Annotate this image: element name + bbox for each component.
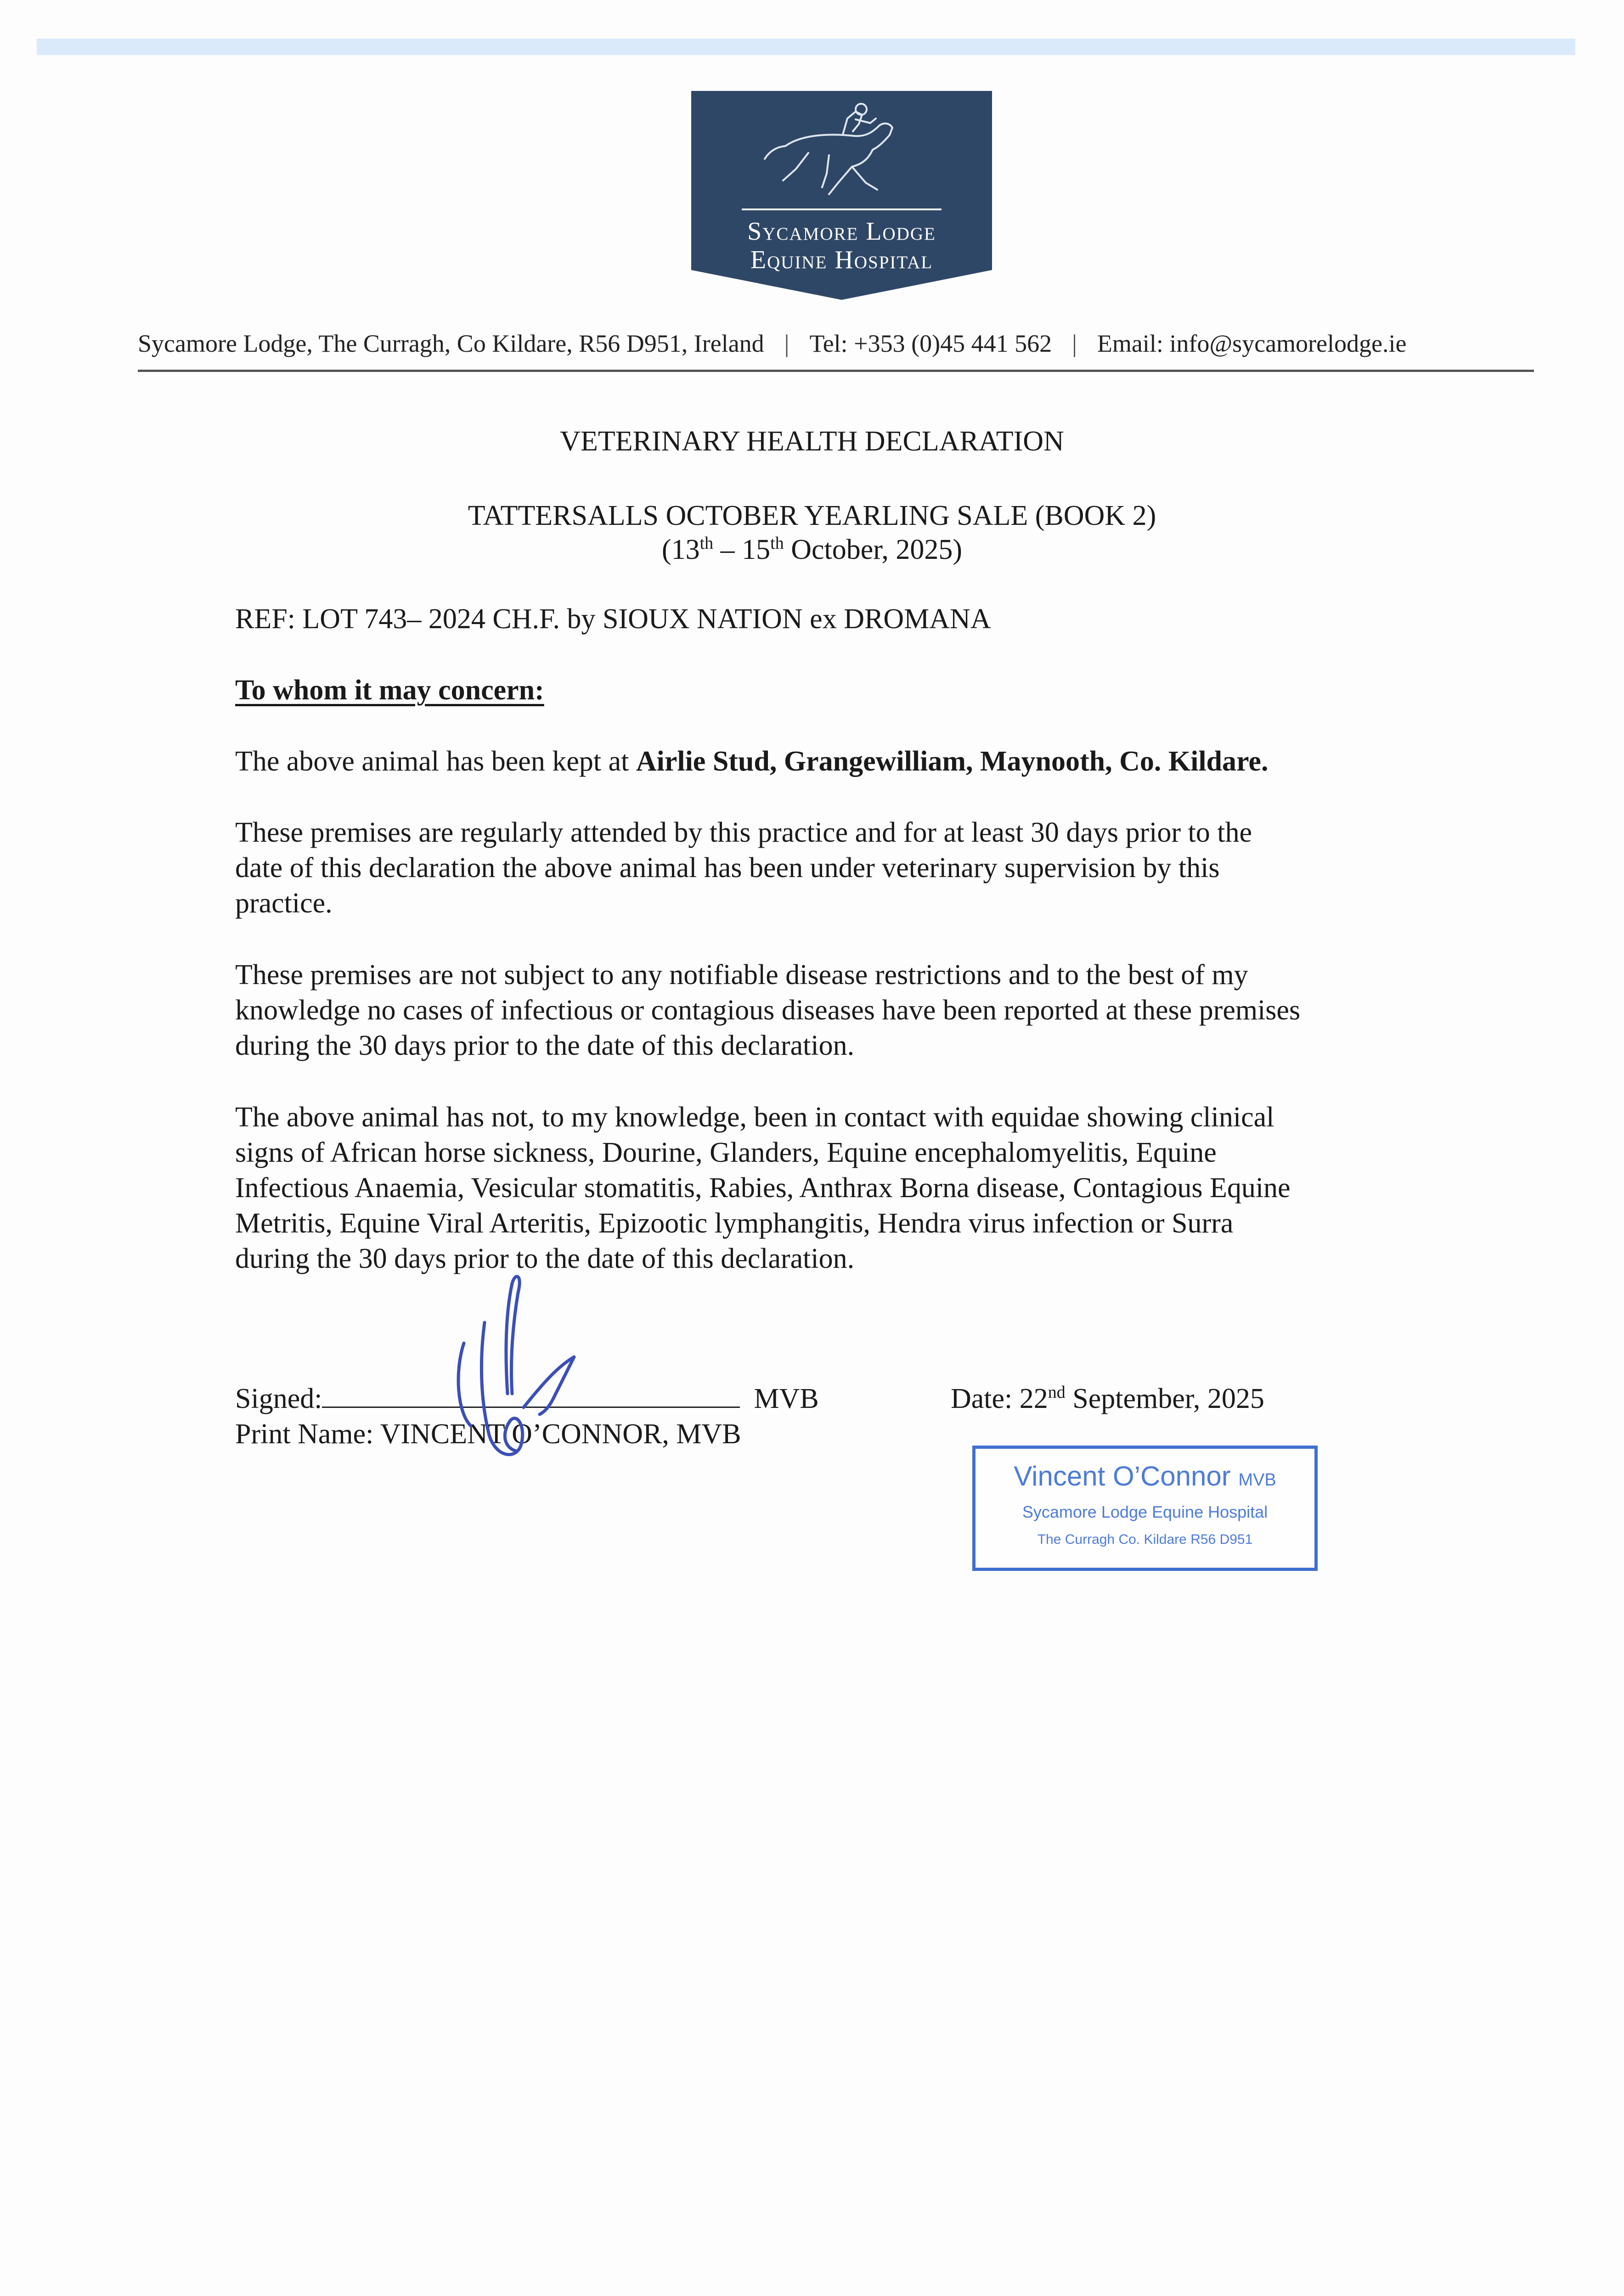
contact-email: Email: info@sycamorelodge.ie — [1097, 330, 1407, 357]
logo-line-2: Equine Hospital — [750, 246, 933, 274]
declaration-date: Date: 22nd September, 2025 — [951, 1383, 1264, 1414]
handwritten-signature — [436, 1274, 588, 1472]
sale-dates: (13th – 15th October, 2025) — [661, 534, 963, 565]
salutation: To whom it may concern: — [235, 675, 544, 706]
stamp-practice: Sycamore Lodge Equine Hospital — [1022, 1503, 1268, 1521]
contact-address: Sycamore Lodge, The Curragh, Co Kildare, R56 D951, Ireland — [138, 330, 764, 357]
contact-phone: Tel: +353 (0)45 441 562 — [809, 330, 1052, 357]
sale-name: TATTERSALLS OCTOBER YEARLING SALE (BOOK 2) — [468, 500, 1156, 531]
print-name: Print Name: VINCENT O’CONNOR, MVB — [235, 1418, 741, 1450]
practitioner-stamp — [972, 1446, 1318, 1571]
top-color-band — [37, 39, 1575, 55]
document-title: VETERINARY HEALTH DECLARATION — [560, 426, 1064, 457]
paragraph-disease-restrictions: These premises are not subject to any notifiable disease restrictions and to the best of my knowledge no cases of infectious or contagious diseases have been reported at these premises during the 30 days prior to the date of this declaration. — [235, 959, 1301, 1061]
premises-location: Airlie Stud, Grangewilliam, Maynooth, Co. Kildare. — [636, 746, 1269, 777]
paragraph-premises: The above animal has been kept at Airlie Stud, Grangewilliam, Maynooth, Co. Kildare. — [235, 746, 1269, 777]
lot-reference: REF: LOT 743– 2024 CH.F. by SIOUX NATION ex DROMANA — [235, 603, 991, 635]
stamp-qualification: MVB — [1238, 1470, 1276, 1490]
header-divider — [138, 370, 1534, 372]
paragraph-contact-diseases: The above animal has not, to my knowledge, been in contact with equidae showing clinical signs of African horse sickness, Dourine, Glanders, Equine encephalomyelitis, Equine Infectious Anaemia, Vesicular stomatitis, Rabies, Anthrax Borna disease, Contagious Equine Metritis, Equine Viral Arteritis, Epizootic lymphangitis, Hendra virus infection or Surra during the 30 days prior to the date of this declaration. — [235, 1102, 1291, 1274]
paragraph-supervision: These premises are regularly attended by this practice and for at least 30 days prior to the date of this declaration the above animal has been under veterinary supervision by this practice. — [235, 817, 1252, 919]
stamp-address: The Curragh Co. Kildare R56 D951 — [1037, 1532, 1253, 1547]
stamp-name: Vincent O’Connor — [1014, 1461, 1231, 1491]
signed-line: Signed: MVB — [235, 1383, 819, 1414]
contact-separator: | — [784, 330, 789, 357]
hospital-logo — [691, 91, 992, 300]
contact-line — [138, 327, 1539, 360]
contact-separator: | — [1072, 330, 1077, 357]
logo-line-1: Sycamore Lodge — [747, 217, 936, 246]
